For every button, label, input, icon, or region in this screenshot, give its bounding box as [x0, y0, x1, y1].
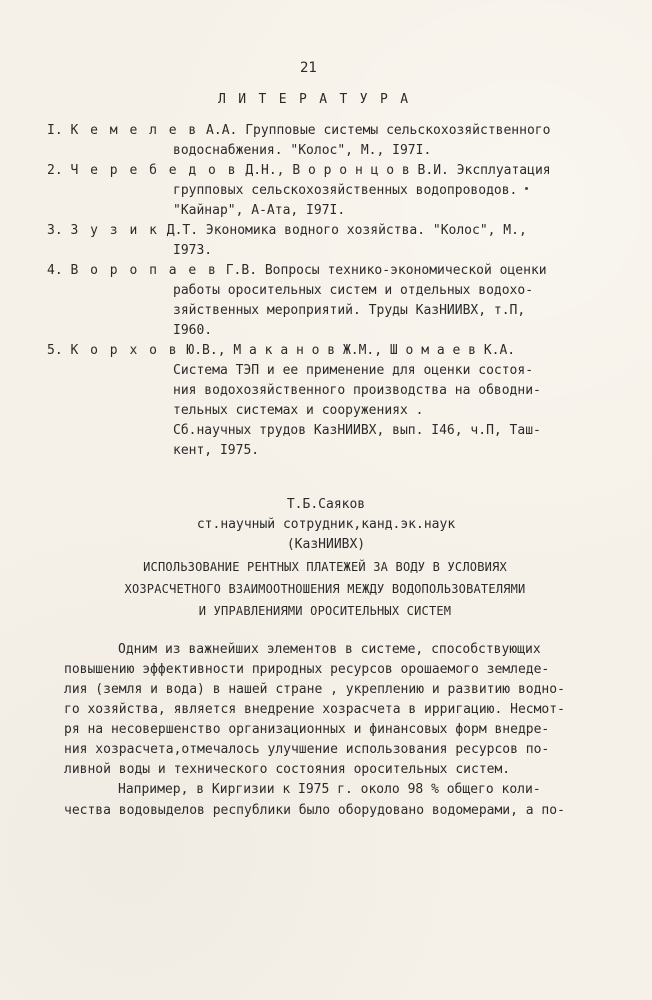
reference-4-number: 4. — [47, 263, 63, 278]
reference-3-author: З у з и к — [70, 223, 159, 238]
reference-4-line-4: I960. — [173, 323, 213, 338]
reference-4-author: В о р о п а е в — [70, 263, 218, 278]
body-line-2: повышению эффективности природных ресурсов орошаемого земледе- — [64, 662, 550, 677]
literature-heading: Л И Т Е Р А Т У Р А — [218, 92, 411, 107]
reference-5-line-6: кент, I975. — [173, 443, 260, 458]
reference-1-line-1 — [47, 121, 550, 141]
reference-2-line-2: групповых сельскохозяйственных водопроводов. — [173, 183, 518, 198]
article-title-line-3: И УПРАВЛЕНИЯМИ ОРОСИТЕЛЬНЫХ СИСТЕМ — [198, 604, 452, 618]
body-line-6: ния хозрасчета,отмечалось улучшение использования ресурсов по- — [64, 742, 550, 757]
body-line-4: го хозяйства, является внедрение хозрасчета в ирригацию. Несмот- — [64, 702, 565, 717]
reference-5-number: 5. — [47, 343, 63, 358]
reference-1-text: А.А. Групповые системы сельскохозяйственного — [198, 123, 551, 138]
reference-5-line-1 — [47, 341, 515, 361]
reference-1-line-2: водоснабжения. "Колос", М., I97I. — [173, 143, 432, 158]
reference-1-author: К е м е л е в — [70, 123, 199, 138]
reference-5-line-2: Система ТЭП и ее применение для оценки состоя- — [173, 363, 534, 378]
reference-2-number: 2. — [47, 163, 63, 178]
reference-3-number: 3. — [47, 223, 63, 238]
reference-4-line-1 — [47, 261, 547, 281]
author-position: ст.научный сотрудник,канд.эк.наук — [196, 517, 456, 532]
body-line-1: Одним из важнейших элементов в системе, способствующих — [118, 642, 541, 657]
body-line-7: ливной воды и технического состояния оросительных систем. — [64, 762, 511, 777]
reference-5-line-4: тельных системах и сооружениях . — [173, 403, 424, 418]
article-title-line-1: ИСПОЛЬЗОВАНИЕ РЕНТНЫХ ПЛАТЕЖЕЙ ЗА ВОДУ В УСЛОВИЯХ — [143, 560, 507, 574]
author-institution: (КазНИИВХ) — [286, 537, 366, 552]
reference-2-text: Д.Н., В о р о н ц о в В.И. Эксплуатация — [237, 163, 551, 178]
reference-5-author: К о р х о в — [70, 343, 179, 358]
reference-3-line-1 — [47, 221, 527, 241]
reference-3-line-2: I973. — [173, 243, 213, 258]
body-line-9: чества водовыделов республики было оборудовано водомерами, а по- — [64, 803, 565, 818]
reference-4-text: Г.В. Вопросы технико-экономической оценки — [217, 263, 547, 278]
article-title-line-2: ХОЗРАСЧЕТНОГО ВЗАИМООТНОШЕНИЯ МЕЖДУ ВОДОПОЛЬЗОВАТЕЛЯМИ — [124, 582, 526, 596]
stray-mark — [525, 187, 528, 190]
reference-3-text: Д.Т. Экономика водного хозяйства. "Колос", М., — [158, 223, 527, 238]
reference-2-line-3: "Кайнар", А-Ата, I97I. — [173, 203, 346, 218]
page-number: 21 — [300, 60, 317, 76]
reference-1-number: I. — [47, 123, 63, 138]
reference-5-line-5: Сб.научных трудов КазНИИВХ, вып. I46, ч.П, Таш- — [173, 423, 541, 438]
reference-4-line-3: зяйственных мероприятий. Труды КазНИИВХ, т.П, — [173, 303, 526, 318]
reference-5-line-3: ния водохозяйственного производства на обводни- — [173, 383, 541, 398]
reference-5-text: Ю.В., М а к а н о в Ж.М., Ш о м а е в К.А. — [178, 343, 516, 358]
reference-2-line-1 — [47, 161, 551, 181]
body-line-5: ря на несовершенство организационных и финансовых форм внедре- — [64, 722, 550, 737]
body-line-8: Например, в Киргизии к I975 г. около 98 % общего коли- — [118, 782, 541, 797]
author-name: Т.Б.Саяков — [286, 497, 366, 512]
reference-4-line-2: работы оросительных систем и отдельных водохо- — [173, 283, 534, 298]
body-line-3: лия (земля и вода) в нашей стране , укреплению и развитию водно- — [64, 682, 565, 697]
reference-2-author: Ч е р е б е д о в — [70, 163, 238, 178]
